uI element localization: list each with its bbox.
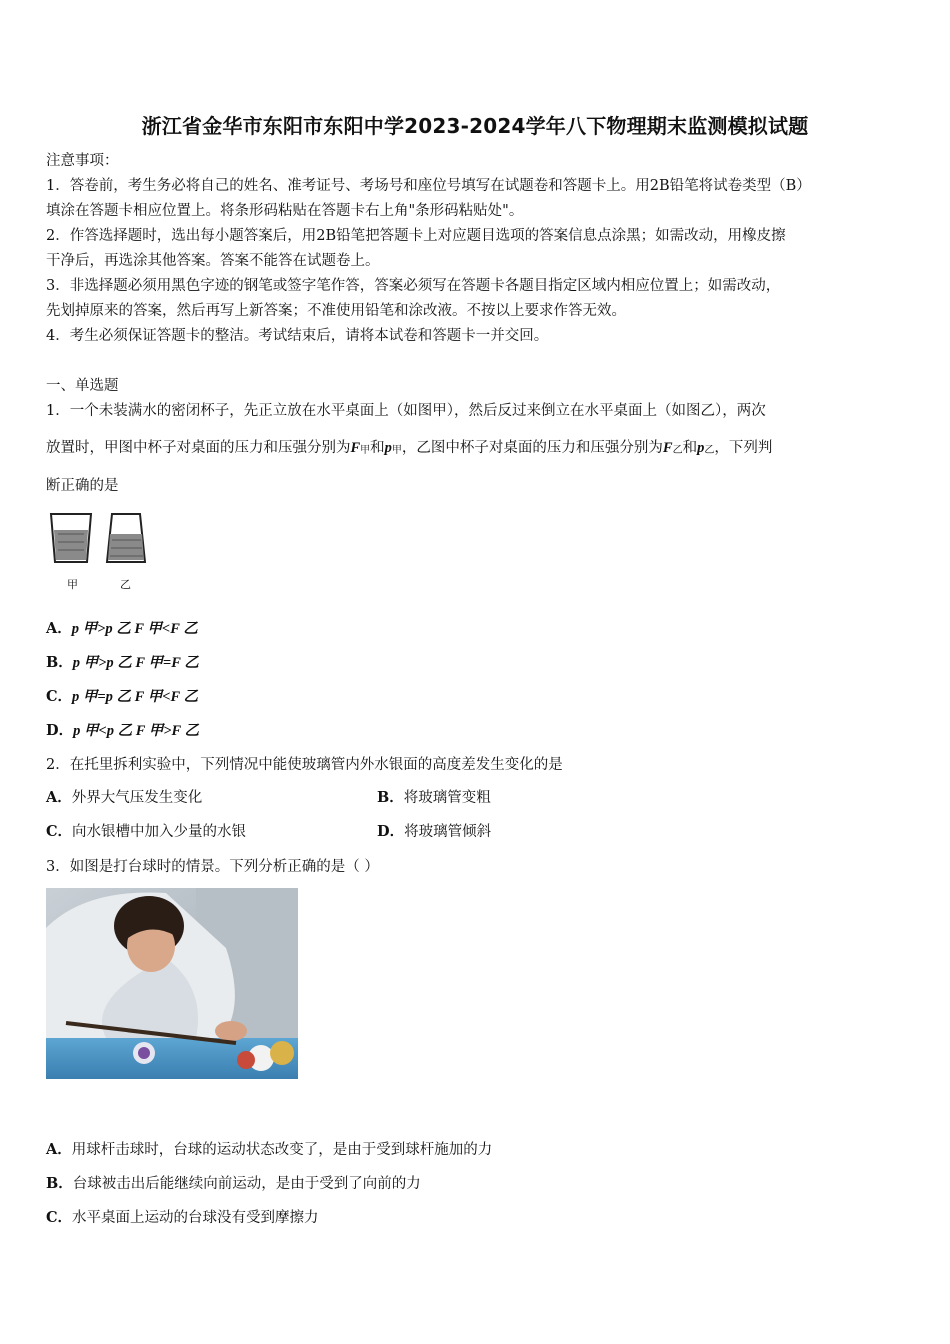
q1-stem-line3: 断正确的是 [46, 478, 119, 494]
section-heading: 一、单选题 [46, 378, 119, 394]
q2-option-a[interactable]: A．外界大气压发生变化 [46, 789, 203, 806]
notice-heading: 注意事项： [46, 153, 119, 169]
q2-stem: 2．在托里拆利实验中，下列情况中能使玻璃管内外水银面的高度差发生变化的是 [46, 757, 563, 773]
notice-line: 3．非选择题必须用黑色字迹的钢笔或签字笔作答，答案必须写在答题卡各题目指定区域内相应位置上；如需改动， [46, 278, 781, 294]
page-title: 浙江省金华市东阳市东阳中学2023-2024学年八下物理期末监测模拟试题 [141, 114, 809, 138]
q1-stem-line1: 1．一个未装满水的密闭杯子，先正立放在水平桌面上（如图甲），然后反过来倒立在水平桌面上（如图乙），两次 [46, 403, 766, 419]
notice-line: 4．考生必须保证答题卡的整洁。考试结束后，请将本试卷和答题卡一并交回。 [46, 328, 549, 344]
q3-option-b[interactable]: B．台球被击出后能继续向前运动，是由于受到了向前的力 [46, 1175, 421, 1192]
q3-option-c[interactable]: C．水平桌面上运动的台球没有受到摩擦力 [46, 1209, 319, 1226]
q3-stem: 3．如图是打台球时的情景。下列分析正确的是（ ） [46, 859, 379, 875]
q3-option-a[interactable]: A．用球杆击球时，台球的运动状态改变了，是由于受到球杆施加的力 [46, 1141, 493, 1158]
notice-line: 填涂在答题卡相应位置上。将条形码粘贴在答题卡右上角"条形码粘贴处"。 [46, 203, 524, 219]
figure-label-yi: 乙 [120, 578, 131, 591]
notice-line: 干净后，再选涂其他答案。答案不能答在试题卷上。 [46, 253, 380, 269]
billiards-photo [46, 888, 298, 1079]
q1-option-c[interactable]: C．p 甲=p 乙 F 甲<F 乙 [46, 688, 199, 705]
cups-drawing [46, 506, 158, 596]
q1-option-a[interactable]: A．p 甲>p 乙 F 甲<F 乙 [46, 620, 198, 637]
notice-line: 先划掉原来的答案，然后再写上新答案；不准使用铅笔和涂改液。不按以上要求作答无效。 [46, 303, 626, 319]
q1-option-b[interactable]: B．p 甲>p 乙 F 甲=F 乙 [46, 654, 199, 671]
q2-option-d[interactable]: D．将玻璃管倾斜 [377, 823, 492, 840]
q2-option-b[interactable]: B．将玻璃管变粗 [377, 789, 491, 806]
notice-line: 2．作答选择题时，选出每小题答案后，用2B铅笔把答题卡上对应题目选项的答案信息点涂黑；如需改动，用橡皮擦 [46, 228, 786, 244]
q1-option-d[interactable]: D．p 甲<p 乙 F 甲>F 乙 [46, 722, 200, 739]
figure-label-jia: 甲 [67, 578, 78, 591]
q1-stem-line2: 放置时，甲图中杯子对桌面的压力和压强分别为F甲和p甲，乙图中杯子对桌面的压力和压强分别为F乙和p乙，下列判 [46, 440, 773, 456]
q2-option-c[interactable]: C．向水银槽中加入少量的水银 [46, 823, 247, 840]
billiards-image [46, 888, 298, 1079]
notice-line: 1．答卷前，考生务必将自己的姓名、准考证号、考场号和座位号填写在试题卷和答题卡上。用2B铅笔将试卷类型（B） [46, 178, 811, 194]
cups-figure [46, 506, 158, 596]
